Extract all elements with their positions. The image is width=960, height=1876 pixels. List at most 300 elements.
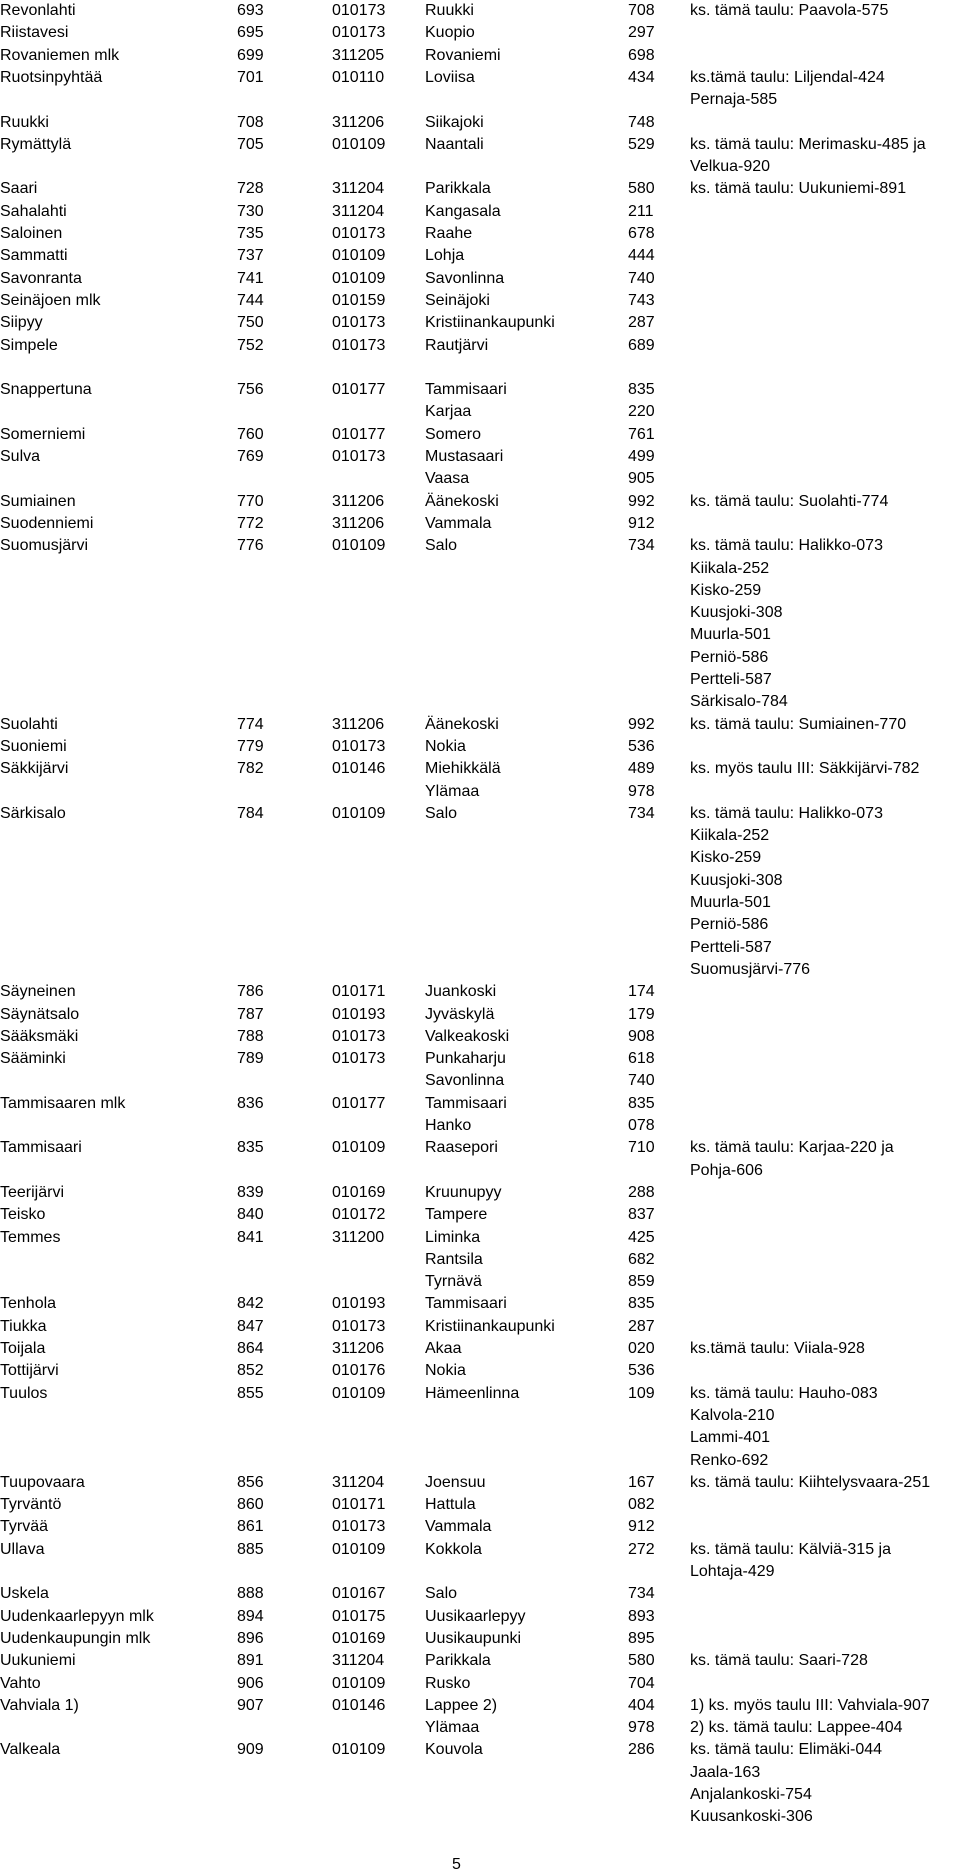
current-municipality-code: 978 <box>628 1719 655 1737</box>
current-municipality-code: 978 <box>628 782 655 800</box>
current-municipality-code: 580 <box>628 1652 655 1670</box>
current-municipality-name: Äänekoski <box>425 492 499 510</box>
table-row <box>0 981 960 1003</box>
merge-date: 010175 <box>332 1607 386 1625</box>
current-municipality-name: Lappee 2) <box>425 1696 498 1714</box>
note-text: Lohtaja-429 <box>690 1563 775 1580</box>
former-municipality-code: 847 <box>237 1317 264 1335</box>
current-municipality-code: 743 <box>628 291 655 309</box>
current-municipality-name: Ruukki <box>425 2 474 19</box>
table-row <box>0 1048 960 1070</box>
current-municipality-code: 404 <box>628 1696 655 1714</box>
table-row <box>0 1695 960 1717</box>
former-municipality-name: Tyrvää <box>0 1518 49 1536</box>
table-row <box>0 1316 960 1338</box>
table-row <box>0 1583 960 1605</box>
note-text: Pernaja-585 <box>690 91 778 109</box>
former-municipality-name: Ruotsinpyhtää <box>0 68 103 86</box>
former-municipality-code: 705 <box>237 135 264 153</box>
merge-date: 010173 <box>332 737 386 755</box>
table-row <box>0 1539 960 1561</box>
note-text: Särkisalo-784 <box>690 693 788 711</box>
current-municipality-name: Tyrnävä <box>425 1273 482 1291</box>
current-municipality-code: 734 <box>628 537 655 555</box>
current-municipality-name: Siikajoki <box>425 113 484 131</box>
merge-date: 010159 <box>332 291 386 309</box>
former-municipality-name: Säkkijärvi <box>0 760 69 778</box>
former-municipality-code: 864 <box>237 1340 264 1357</box>
table-row <box>0 491 960 513</box>
former-municipality-name: Särkisalo <box>0 804 66 822</box>
current-municipality-code: 992 <box>628 715 655 733</box>
note-text: Muurla-501 <box>690 894 771 911</box>
current-municipality-code: 908 <box>628 1027 655 1045</box>
current-municipality-name: Hattula <box>425 1496 476 1514</box>
current-municipality-code: 020 <box>628 1340 655 1357</box>
note-text: ks. tämä taulu: Elimäki-044 <box>690 1741 883 1759</box>
table-row <box>0 468 960 490</box>
merge-date: 311204 <box>332 202 385 220</box>
current-municipality-name: Juankoski <box>425 983 497 1001</box>
merge-date: 010109 <box>332 1384 386 1402</box>
table-row <box>0 1204 960 1226</box>
current-municipality-code: 211 <box>628 202 654 220</box>
former-municipality-name: Rymättylä <box>0 135 72 153</box>
merge-date: 010173 <box>332 2 386 19</box>
note-text: Pohja-606 <box>690 1161 763 1179</box>
current-municipality-name: Salo <box>425 537 458 555</box>
table-row <box>0 1137 960 1159</box>
merge-date: 010173 <box>332 336 386 354</box>
table-row <box>0 714 960 736</box>
table-row <box>0 647 960 669</box>
former-municipality-code: 855 <box>237 1384 264 1402</box>
current-municipality-name: Parikkala <box>425 1652 491 1670</box>
table-row <box>0 1227 960 1249</box>
note-text: Kuusjoki-308 <box>690 604 783 622</box>
note-text: ks. tämä taulu: Hauho-083 <box>690 1384 878 1402</box>
current-municipality-name: Savonlinna <box>425 1072 505 1090</box>
table-row <box>0 1606 960 1628</box>
former-municipality-code: 770 <box>237 492 264 510</box>
merge-date: 311200 <box>332 1228 385 1246</box>
former-municipality-name: Revonlahti <box>0 2 76 19</box>
table-row <box>0 1383 960 1405</box>
former-municipality-name: Seinäjoen mlk <box>0 291 101 309</box>
table-row <box>0 112 960 134</box>
table-row <box>0 1026 960 1048</box>
former-municipality-code: 693 <box>237 2 264 19</box>
note-text: 2) ks. tämä taulu: Lappee-404 <box>690 1719 903 1737</box>
current-municipality-code: 444 <box>628 247 655 265</box>
current-municipality-name: Uusikaupunki <box>425 1629 522 1647</box>
page-number: 5 <box>452 1856 461 1873</box>
former-municipality-code: 786 <box>237 983 264 1001</box>
table-row <box>0 736 960 758</box>
former-municipality-code: 906 <box>237 1674 264 1692</box>
merge-date: 010171 <box>332 1496 386 1514</box>
table-row <box>0 45 960 67</box>
current-municipality-code: 287 <box>628 1317 655 1335</box>
note-text: ks.tämä taulu: Liljendal-424 <box>690 68 885 86</box>
note-text: Velkua-920 <box>690 158 771 176</box>
former-municipality-code: 888 <box>237 1585 264 1603</box>
table-row <box>0 1093 960 1115</box>
note-text: ks. tämä taulu: Karjaa-220 ja <box>690 1139 894 1157</box>
former-municipality-name: Tuulos <box>0 1384 48 1402</box>
table-row <box>0 803 960 825</box>
table-row <box>0 558 960 580</box>
current-municipality-name: Hanko <box>425 1117 472 1134</box>
current-municipality-name: Somero <box>425 425 482 443</box>
table-row <box>0 892 960 914</box>
former-municipality-code: 701 <box>237 68 264 86</box>
former-municipality-name: Säyneinen <box>0 983 76 1001</box>
table-row <box>0 1160 960 1182</box>
table-row <box>0 1338 960 1360</box>
former-municipality-code: 784 <box>237 804 264 822</box>
current-municipality-code: 835 <box>628 1094 655 1112</box>
note-text: Muurla-501 <box>690 626 771 644</box>
former-municipality-name: Sumiainen <box>0 492 76 510</box>
table-row <box>0 914 960 936</box>
merge-date: 010173 <box>332 314 386 332</box>
former-municipality-name: Suodenniemi <box>0 514 94 532</box>
note-text: ks.tämä taulu: Viiala-928 <box>690 1340 865 1357</box>
table-row <box>0 1472 960 1494</box>
current-municipality-name: Kruunupyy <box>425 1183 502 1201</box>
table-row <box>0 1494 960 1516</box>
merge-date: 010173 <box>332 1518 386 1536</box>
table-row <box>0 669 960 691</box>
current-municipality-code: 682 <box>628 1250 655 1268</box>
former-municipality-code: 836 <box>237 1094 264 1112</box>
current-municipality-name: Uusikaarlepyy <box>425 1607 526 1625</box>
former-municipality-code: 852 <box>237 1362 264 1380</box>
former-municipality-code: 842 <box>237 1295 264 1313</box>
table-row <box>0 1004 960 1026</box>
table-row <box>0 156 960 178</box>
current-municipality-code: 678 <box>628 225 655 242</box>
former-municipality-code: 774 <box>237 715 264 733</box>
merge-date: 311206 <box>332 492 385 510</box>
note-text: Kuusankoski-306 <box>690 1808 813 1826</box>
merge-date: 010177 <box>332 381 386 399</box>
former-municipality-name: Savonranta <box>0 269 82 287</box>
note-text: Perniö-586 <box>690 648 769 666</box>
former-municipality-name: Vahto <box>0 1674 41 1692</box>
table-row <box>0 1115 960 1137</box>
former-municipality-code: 760 <box>237 425 264 443</box>
current-municipality-code: 272 <box>628 1540 655 1558</box>
merge-date: 010109 <box>332 1674 386 1692</box>
note-text: Suomusjärvi-776 <box>690 960 811 978</box>
former-municipality-name: Tuupovaara <box>0 1473 85 1491</box>
former-municipality-name: Siipyy <box>0 314 43 332</box>
merge-date: 311206 <box>332 514 385 532</box>
current-municipality-name: Savonlinna <box>425 269 505 287</box>
merge-date: 010146 <box>332 1696 386 1714</box>
current-municipality-name: Tammisaari <box>425 1094 507 1112</box>
current-municipality-code: 179 <box>628 1005 655 1023</box>
note-text: ks. tämä taulu: Kälviä-315 ja <box>690 1540 891 1558</box>
merge-date: 010146 <box>332 760 386 778</box>
current-municipality-code: 748 <box>628 113 655 131</box>
former-municipality-code: 699 <box>237 46 264 64</box>
note-text: ks. tämä taulu: Suolahti-774 <box>690 492 889 510</box>
note-text: ks. tämä taulu: Sumiainen-770 <box>690 715 907 733</box>
former-municipality-name: Tenhola <box>0 1295 57 1313</box>
former-municipality-name: Simpele <box>0 336 58 354</box>
merge-date: 010109 <box>332 247 386 265</box>
former-municipality-code: 730 <box>237 202 264 220</box>
table-row <box>0 22 960 44</box>
former-municipality-code: 788 <box>237 1027 264 1045</box>
merge-date: 010193 <box>332 1005 386 1023</box>
note-text: Kisko-259 <box>690 849 762 867</box>
merge-date: 010172 <box>332 1206 386 1224</box>
merge-date: 010193 <box>332 1295 386 1313</box>
table-row <box>0 535 960 557</box>
table-row <box>0 89 960 111</box>
current-municipality-code: 618 <box>628 1050 655 1068</box>
former-municipality-name: Somerniemi <box>0 425 86 443</box>
former-municipality-code: 789 <box>237 1050 264 1068</box>
table-row <box>0 401 960 423</box>
current-municipality-code: 109 <box>628 1384 655 1402</box>
former-municipality-name: Sahalahti <box>0 202 67 220</box>
current-municipality-code: 837 <box>628 1206 655 1224</box>
current-municipality-name: Lohja <box>425 247 465 265</box>
current-municipality-code: 082 <box>628 1496 655 1514</box>
current-municipality-code: 893 <box>628 1607 655 1625</box>
current-municipality-code: 536 <box>628 1362 655 1380</box>
current-municipality-code: 286 <box>628 1741 655 1759</box>
current-municipality-name: Akaa <box>425 1340 462 1357</box>
table-row <box>0 245 960 267</box>
former-municipality-name: Snappertuna <box>0 381 92 399</box>
note-text: Anjalankoski-754 <box>690 1786 812 1803</box>
former-municipality-code: 752 <box>237 336 264 354</box>
current-municipality-code: 425 <box>628 1228 655 1246</box>
current-municipality-name: Tammisaari <box>425 1295 507 1313</box>
current-municipality-code: 220 <box>628 403 655 421</box>
note-text: ks. tämä taulu: Halikko-073 <box>690 537 883 555</box>
table-row <box>0 1450 960 1472</box>
current-municipality-code: 489 <box>628 760 655 778</box>
current-municipality-name: Kristiinankaupunki <box>425 314 555 332</box>
note-text: Pertteli-587 <box>690 671 772 688</box>
former-municipality-name: Tiukka <box>0 1317 47 1335</box>
merge-date: 010177 <box>332 1094 386 1112</box>
current-municipality-name: Miehikkälä <box>425 760 501 778</box>
table-row <box>0 1717 960 1739</box>
note-text: ks. tämä taulu: Merimasku-485 ja <box>690 135 926 153</box>
table-row <box>0 1561 960 1583</box>
former-municipality-code: 735 <box>237 225 264 242</box>
table-row <box>0 1673 960 1695</box>
table-row <box>0 580 960 602</box>
note-text: Perniö-586 <box>690 916 769 934</box>
current-municipality-code: 734 <box>628 804 655 822</box>
former-municipality-code: 909 <box>237 1741 264 1759</box>
current-municipality-code: 912 <box>628 514 655 532</box>
table-row <box>0 758 960 780</box>
former-municipality-name: Riistavesi <box>0 24 69 42</box>
current-municipality-code: 859 <box>628 1273 655 1291</box>
table-row <box>0 67 960 89</box>
current-municipality-name: Kristiinankaupunki <box>425 1317 555 1335</box>
table-row <box>0 1070 960 1092</box>
current-municipality-name: Joensuu <box>425 1473 486 1491</box>
table-row <box>0 937 960 959</box>
table-row <box>0 825 960 847</box>
table-row <box>0 1427 960 1449</box>
former-municipality-code: 779 <box>237 737 264 755</box>
merge-date: 010173 <box>332 225 386 242</box>
note-text: ks. tämä taulu: Paavola-575 <box>690 2 889 19</box>
current-municipality-name: Salo <box>425 804 458 822</box>
note-text: Kisko-259 <box>690 581 762 599</box>
table-row <box>0 1628 960 1650</box>
former-municipality-code: 840 <box>237 1206 264 1224</box>
former-municipality-name: Teerijärvi <box>0 1183 65 1201</box>
current-municipality-name: Ylämaa <box>425 1719 480 1737</box>
table-row <box>0 1271 960 1293</box>
former-municipality-code: 744 <box>237 291 264 309</box>
table-row <box>0 1405 960 1427</box>
merge-date: 010173 <box>332 1317 386 1335</box>
former-municipality-name: Valkeala <box>0 1741 61 1759</box>
table-row <box>0 268 960 290</box>
former-municipality-name: Tammisaaren mlk <box>0 1094 126 1112</box>
current-municipality-name: Nokia <box>425 1362 466 1380</box>
former-municipality-name: Ullava <box>0 1540 45 1558</box>
current-municipality-name: Tampere <box>425 1206 488 1224</box>
note-text: Lammi-401 <box>690 1429 771 1447</box>
current-municipality-code: 288 <box>628 1183 655 1201</box>
note-text: ks. tämä taulu: Uukuniemi-891 <box>690 180 907 198</box>
current-municipality-code: 895 <box>628 1629 655 1647</box>
current-municipality-name: Tammisaari <box>425 381 507 399</box>
current-municipality-code: 992 <box>628 492 655 510</box>
former-municipality-code: 776 <box>237 537 264 555</box>
current-municipality-code: 167 <box>628 1473 655 1491</box>
merge-date: 010169 <box>332 1183 386 1201</box>
current-municipality-name: Rovaniemi <box>425 46 501 64</box>
current-municipality-name: Kuopio <box>425 24 475 42</box>
current-municipality-name: Valkeakoski <box>425 1027 510 1045</box>
former-municipality-code: 772 <box>237 514 264 532</box>
current-municipality-name: Vaasa <box>425 470 470 488</box>
table-row <box>0 312 960 334</box>
note-text: Kuusjoki-308 <box>690 871 783 889</box>
current-municipality-name: Punkaharju <box>425 1050 506 1068</box>
current-municipality-code: 905 <box>628 470 655 488</box>
current-municipality-name: Raasepori <box>425 1139 498 1157</box>
current-municipality-code: 740 <box>628 1072 655 1090</box>
merge-date: 010109 <box>332 135 386 153</box>
table-row <box>0 1182 960 1204</box>
current-municipality-code: 689 <box>628 336 655 354</box>
current-municipality-code: 536 <box>628 737 655 755</box>
merge-date: 010109 <box>332 269 386 287</box>
table-row <box>0 178 960 200</box>
table-row <box>0 1360 960 1382</box>
merge-date: 010177 <box>332 425 386 443</box>
current-municipality-code: 704 <box>628 1674 655 1692</box>
current-municipality-name: Jyväskylä <box>425 1005 495 1023</box>
former-municipality-code: 728 <box>237 180 264 198</box>
table-row <box>0 424 960 446</box>
current-municipality-name: Rantsila <box>425 1250 483 1268</box>
table-row <box>0 624 960 646</box>
former-municipality-name: Suolahti <box>0 715 58 733</box>
table-row <box>0 379 960 401</box>
merge-date: 010176 <box>332 1362 386 1380</box>
former-municipality-name: Säynätsalo <box>0 1005 80 1023</box>
merge-date: 010173 <box>332 24 386 42</box>
current-municipality-name: Nokia <box>425 737 466 755</box>
former-municipality-code: 708 <box>237 113 264 131</box>
merge-date: 311204 <box>332 1473 385 1491</box>
table-row <box>0 959 960 981</box>
former-municipality-name: Vahviala 1) <box>0 1696 79 1714</box>
current-municipality-code: 708 <box>628 2 655 19</box>
former-municipality-code: 841 <box>237 1228 264 1246</box>
note-text: Jaala-163 <box>690 1763 761 1781</box>
current-municipality-code: 761 <box>628 425 655 443</box>
former-municipality-code: 787 <box>237 1005 264 1023</box>
merge-date: 010109 <box>332 804 386 822</box>
former-municipality-code: 891 <box>237 1652 264 1670</box>
current-municipality-name: Äänekoski <box>425 715 499 733</box>
current-municipality-name: Karjaa <box>425 403 472 421</box>
table-row <box>0 1516 960 1538</box>
former-municipality-name: Sammatti <box>0 247 68 265</box>
note-text: Renko-692 <box>690 1451 769 1469</box>
table-row <box>0 781 960 803</box>
merge-date: 311206 <box>332 1340 385 1357</box>
former-municipality-name: Uskela <box>0 1585 49 1603</box>
current-municipality-code: 740 <box>628 269 655 287</box>
former-municipality-name: Ruukki <box>0 113 49 131</box>
current-municipality-code: 698 <box>628 46 655 64</box>
former-municipality-code: 894 <box>237 1607 264 1625</box>
merge-date: 010167 <box>332 1585 386 1603</box>
former-municipality-code: 856 <box>237 1473 264 1491</box>
table-row <box>0 870 960 892</box>
merge-date: 010173 <box>332 1050 386 1068</box>
merge-date: 311205 <box>332 46 385 64</box>
former-municipality-code: 860 <box>237 1496 264 1514</box>
former-municipality-name: Saloinen <box>0 225 63 242</box>
merge-date: 010169 <box>332 1629 386 1647</box>
current-municipality-name: Raahe <box>425 225 473 242</box>
table-row <box>0 223 960 245</box>
table-row <box>0 1806 960 1828</box>
current-municipality-code: 174 <box>628 983 655 1001</box>
table-row <box>0 357 960 379</box>
note-text: Kalvola-210 <box>690 1406 775 1424</box>
table-row <box>0 1784 960 1806</box>
merge-date: 311204 <box>332 180 385 198</box>
merge-date: 010109 <box>332 1741 386 1759</box>
former-municipality-code: 839 <box>237 1183 264 1201</box>
former-municipality-code: 750 <box>237 314 264 332</box>
current-municipality-code: 835 <box>628 1295 655 1313</box>
former-municipality-name: Sääksmäki <box>0 1027 79 1045</box>
